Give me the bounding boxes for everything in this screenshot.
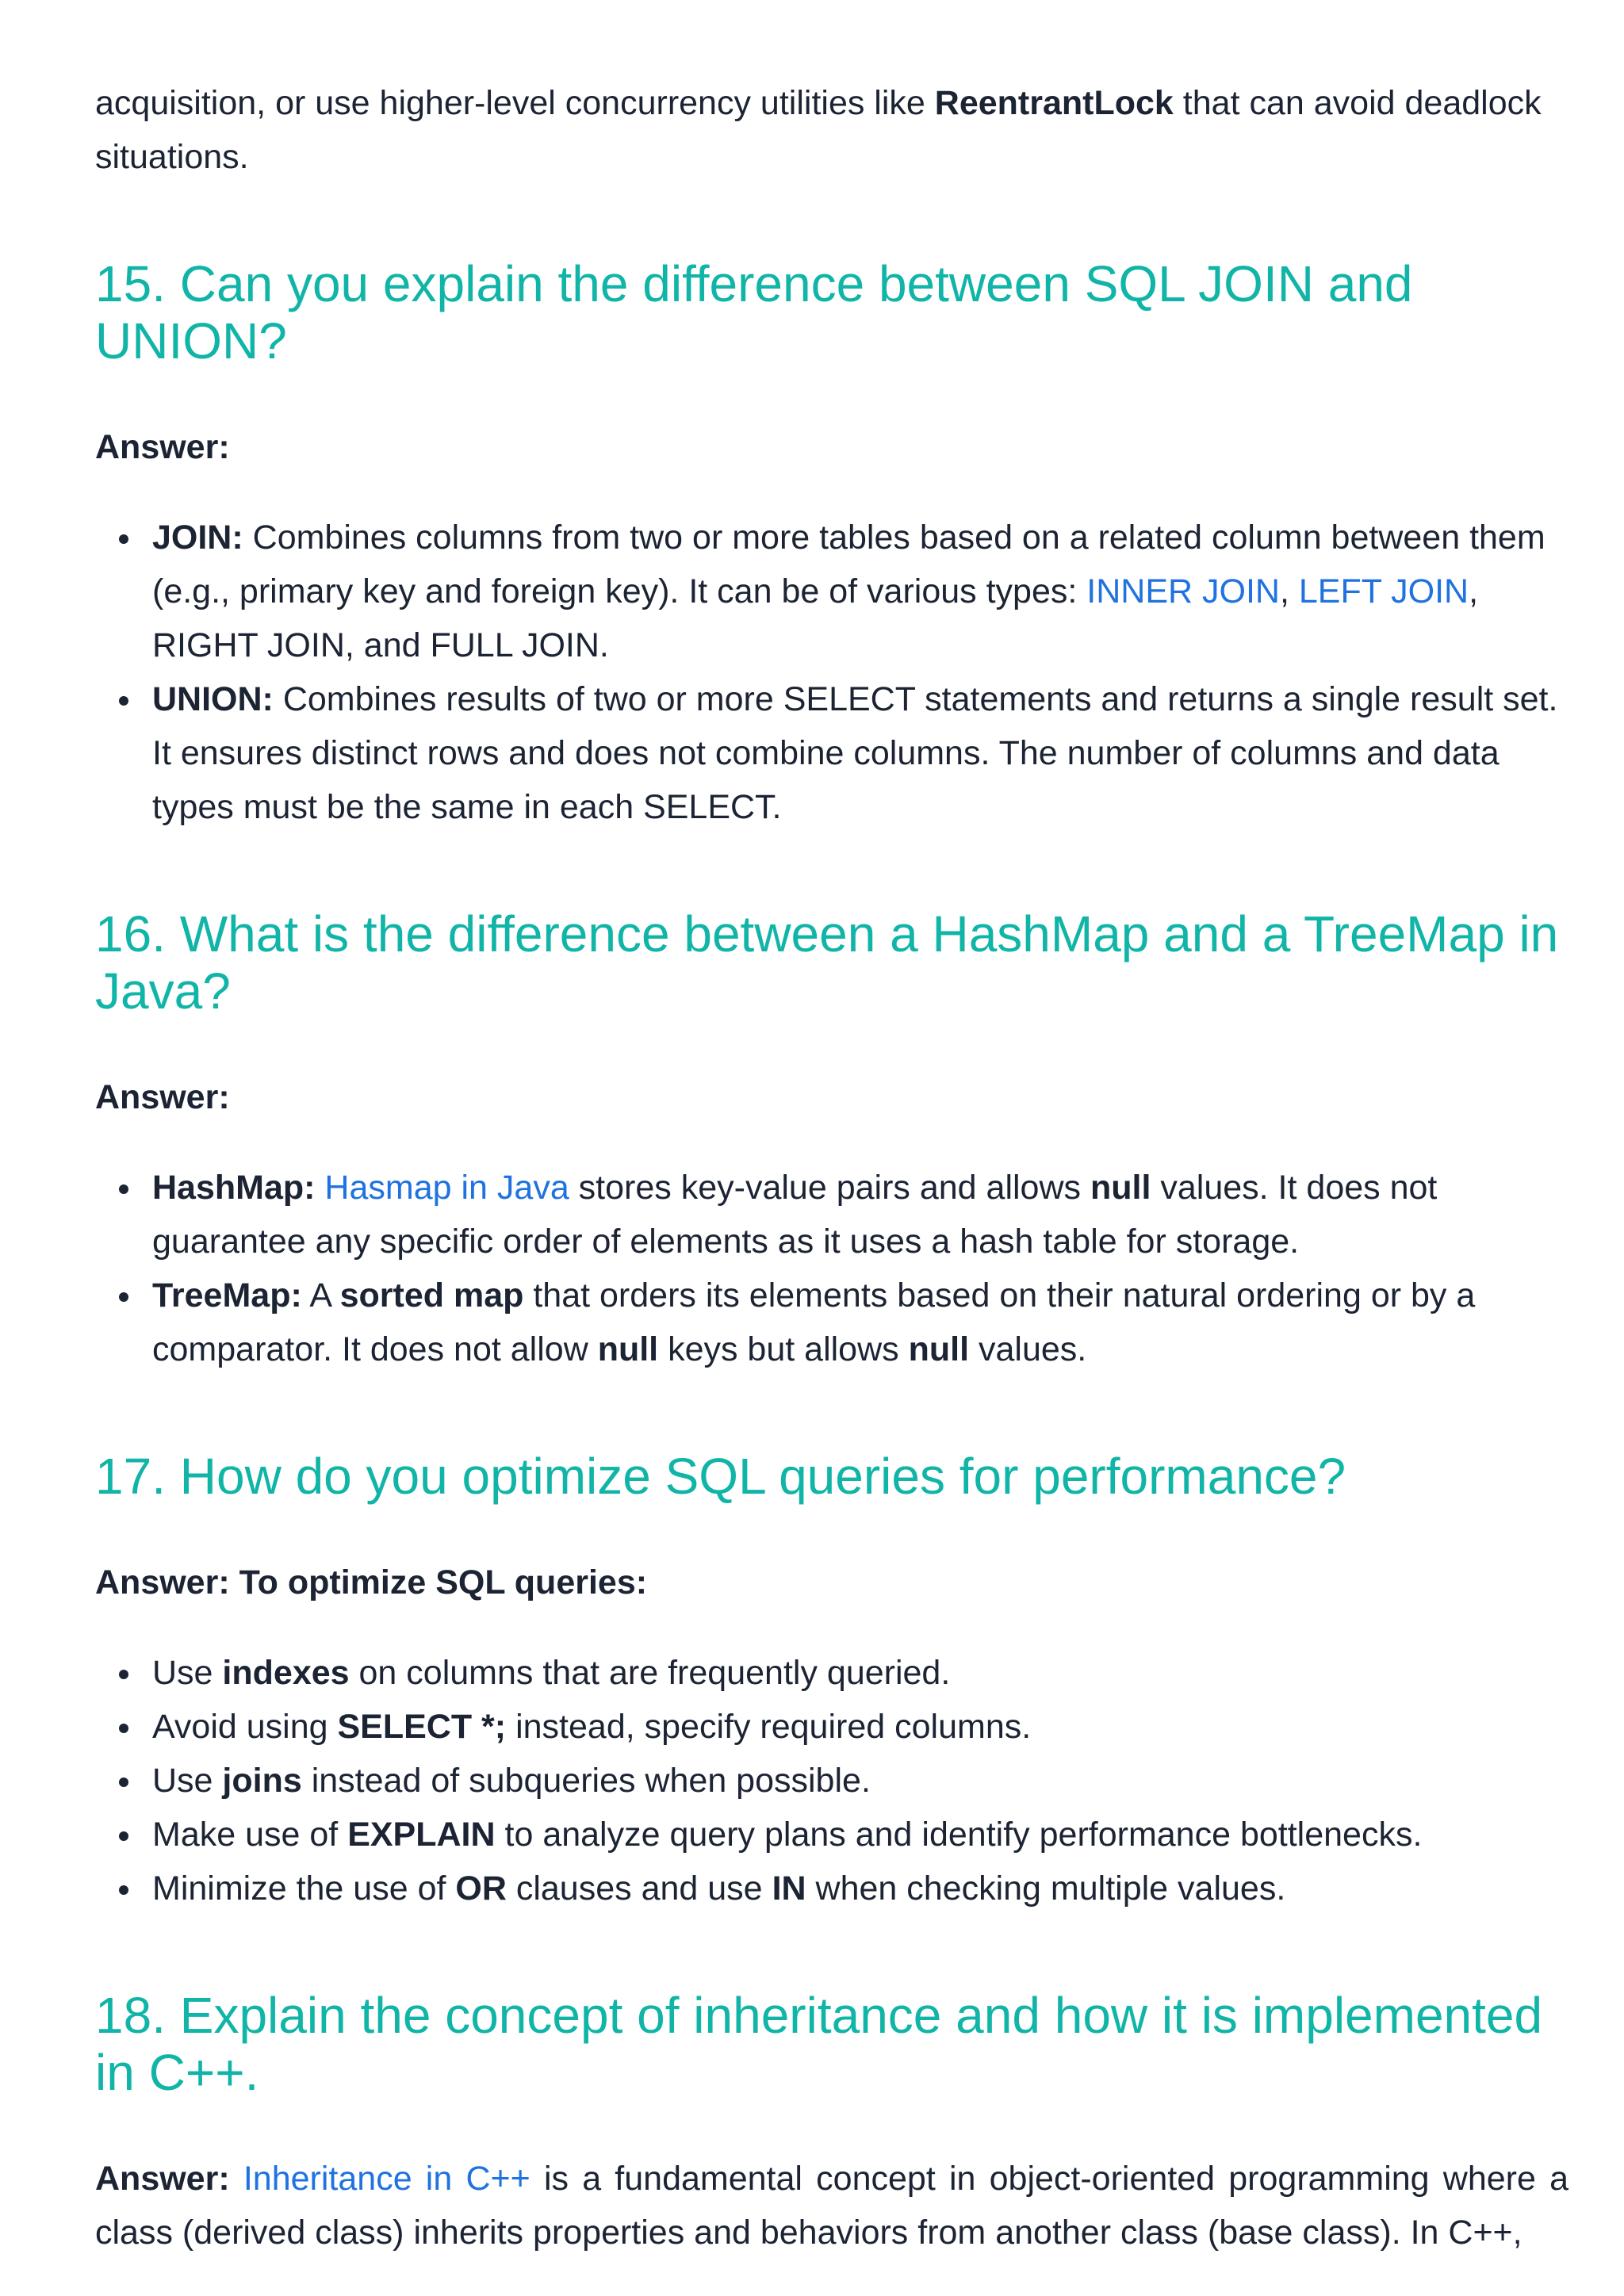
intro-text: acquisition, or use higher-level concurrency utilities like [95, 84, 935, 122]
q15-answer-label: Answer: [95, 428, 230, 466]
intro-paragraph [95, 76, 1568, 184]
q17-answer-label: Answer: To optimize SQL queries: [95, 1563, 648, 1601]
q15-heading: 15. Can you explain the difference between SQL JOIN and UNION? [95, 255, 1413, 369]
q15-list [95, 511, 1568, 834]
inheritance-in-cpp-link[interactable]: Inheritance in C++ [243, 2160, 530, 2198]
q18-heading: 18. Explain the concept of inheritance and how it is implemented in C++. [95, 1987, 1543, 2101]
q17-list [95, 1646, 1568, 1915]
left-join-link[interactable]: LEFT JOIN [1298, 572, 1469, 610]
intro-text-end: that can avoid deadlock situations. [95, 84, 1542, 176]
q15-item-join: JOIN: Combines columns from two or more tables based on a related column between them (e.g., primary key and foreign key). It can be of various types: INNER JOIN, LEFT JOIN, RIGHT JOIN, and FULL JOIN. [152, 511, 1568, 672]
q18-answer-paragraph: Answer: Inheritance in C++ is a fundamental concept in object-oriented programming where a class (derived class) inherits properties and behaviors from another class (base class). In C++, [95, 2160, 1568, 2252]
q16-list [95, 1161, 1568, 1376]
q17-item-indexes: Use indexes on columns that are frequently queried. [152, 1646, 1568, 1700]
q16-answer-label: Answer: [95, 1078, 230, 1116]
q17-item-explain: Make use of EXPLAIN to analyze query plans and identify performance bottlenecks. [152, 1808, 1568, 1862]
q16-item-treemap: TreeMap: A sorted map that orders its elements based on their natural ordering or by a comparator. It does not allow null keys but allows null values. [152, 1269, 1568, 1376]
q17-item-select: Avoid using SELECT *; instead, specify required columns. [152, 1700, 1568, 1754]
hashmap-in-java-link[interactable]: Hasmap in Java [324, 1169, 569, 1207]
q15-item-union: UNION: Combines results of two or more SELECT statements and returns a single result set. It ensures distinct rows and does not combine columns. The number of columns and data types must be the same in each SELECT. [152, 672, 1568, 834]
q18-answer-label: Answer: [95, 2160, 230, 2198]
inner-join-link[interactable]: INNER JOIN [1086, 572, 1280, 610]
q16-item-hashmap: HashMap: Hasmap in Java stores key-value pairs and allows null values. It does not guarantee any specific order of elements as it uses a hash table for storage. [152, 1161, 1568, 1269]
q16-heading: 16. What is the difference between a HashMap and a TreeMap in Java? [95, 905, 1559, 1020]
intro-bold-reentrantlock: ReentrantLock [934, 84, 1174, 122]
q17-heading: 17. How do you optimize SQL queries for performance? [95, 1448, 1346, 1505]
q17-item-or-in: Minimize the use of OR clauses and use IN when checking multiple values. [152, 1862, 1568, 1915]
q17-item-joins: Use joins instead of subqueries when possible. [152, 1754, 1568, 1808]
